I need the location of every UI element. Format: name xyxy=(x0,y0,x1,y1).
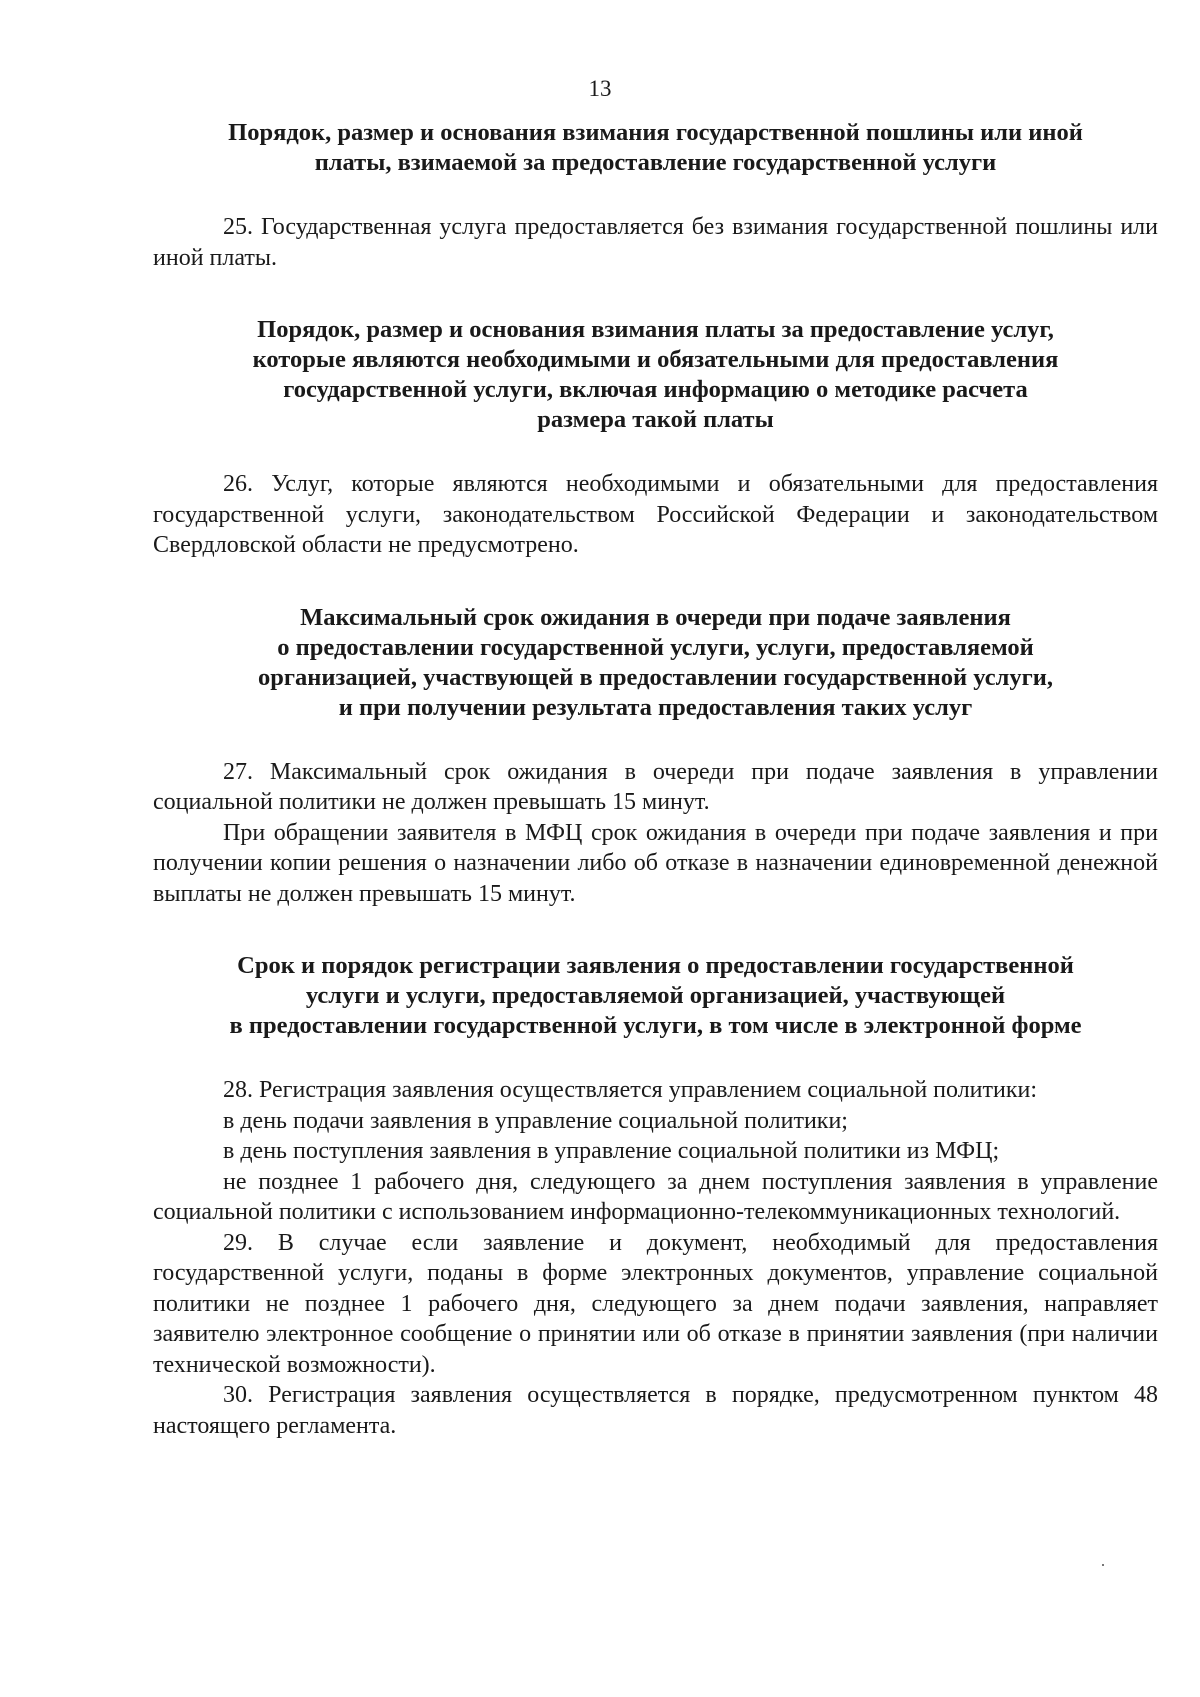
section-state-fee xyxy=(153,118,1158,273)
heading-line: в предоставлении государственной услуги, в том числе в электронной форме xyxy=(229,1012,1082,1039)
heading-line: платы, взимаемой за предоставление государственной услуги xyxy=(314,149,997,176)
paragraph-29: 29. В случае если заявление и документ, необходимый для предоставления государственной услуги, поданы в форме электронных документов, управление социальной политики не позднее 1 рабочего дня, следующего за днем подачи заявления, направляет заявителю электронное сообщение о принятии или об отказе в принятии заявления (при наличии технической возможности). xyxy=(153,1229,1158,1378)
paragraph-25: 25. Государственная услуга предоставляется без взимания государственной пошлины или иной платы. xyxy=(153,214,1158,271)
heading-line: организацией, участвующей в предоставлении государственной услуги, xyxy=(258,663,1053,691)
paragraph-28-item-day-of-submission: в день подачи заявления в управление социальной политики; xyxy=(223,1107,848,1134)
section-application-registration xyxy=(153,951,1158,1441)
heading-line: Срок и порядок регистрации заявления о предоставлении государственной xyxy=(237,952,1074,979)
section-heading xyxy=(153,603,1158,723)
paragraph-26: 26. Услуг, которые являются необходимыми и обязательными для предоставления государственной услуги, законодательством Российской Федерации и законодательством Свердловской области не предусмотрено. xyxy=(153,471,1158,558)
heading-line: государственной услуги, включая информацию о методике расчета xyxy=(283,376,1028,403)
heading-line: услуги и услуги, предоставляемой организацией, участвующей xyxy=(305,982,1006,1009)
paragraph-28: 28. Регистрация заявления осуществляется управлением социальной политики: xyxy=(223,1077,1038,1103)
page-number: 13 xyxy=(588,76,612,101)
scan-speck xyxy=(1102,1564,1104,1566)
document-body xyxy=(153,118,1158,1441)
section-heading xyxy=(153,951,1158,1041)
section-required-services-fee xyxy=(153,315,1158,561)
paragraph-28-item-from-mfc: в день поступления заявления в управление социальной политики из МФЦ; xyxy=(223,1138,1000,1164)
paragraph-27-mfc: При обращении заявителя в МФЦ срок ожидания в очереди при подаче заявления и при получении копии решения о назначении либо об отказе в назначении единовременной денежной выплаты не должен превышать 15 минут. xyxy=(153,819,1158,907)
heading-line: Максимальный срок ожидания в очереди при подаче заявления xyxy=(300,603,1011,631)
heading-line: и при получении результата предоставления таких услуг xyxy=(338,693,973,721)
section-queue-waiting-time xyxy=(153,603,1158,910)
paragraph-27: 27. Максимальный срок ожидания в очереди при подаче заявления в управлении социальной политики не должен превышать 15 минут. xyxy=(153,758,1158,815)
paragraph-28-item-electronic: не позднее 1 рабочего дня, следующего за днем поступления заявления в управление социальной политики с использованием информационно-телекоммуникационных технологий. xyxy=(153,1168,1158,1225)
heading-line: Порядок, размер и основания взимания государственной пошлины или иной xyxy=(228,119,1083,146)
heading-line: Порядок, размер и основания взимания платы за предоставление услуг, xyxy=(257,316,1054,343)
paragraph-30: 30. Регистрация заявления осуществляется в порядке, предусмотренном пунктом 48 настоящего регламента. xyxy=(153,1382,1158,1439)
heading-line: размера такой платы xyxy=(537,406,774,433)
section-heading xyxy=(153,315,1158,435)
heading-line: которые являются необходимыми и обязательными для предоставления xyxy=(252,346,1059,373)
section-heading xyxy=(153,118,1158,178)
heading-line: о предоставлении государственной услуги, услуги, предоставляемой xyxy=(277,633,1034,661)
